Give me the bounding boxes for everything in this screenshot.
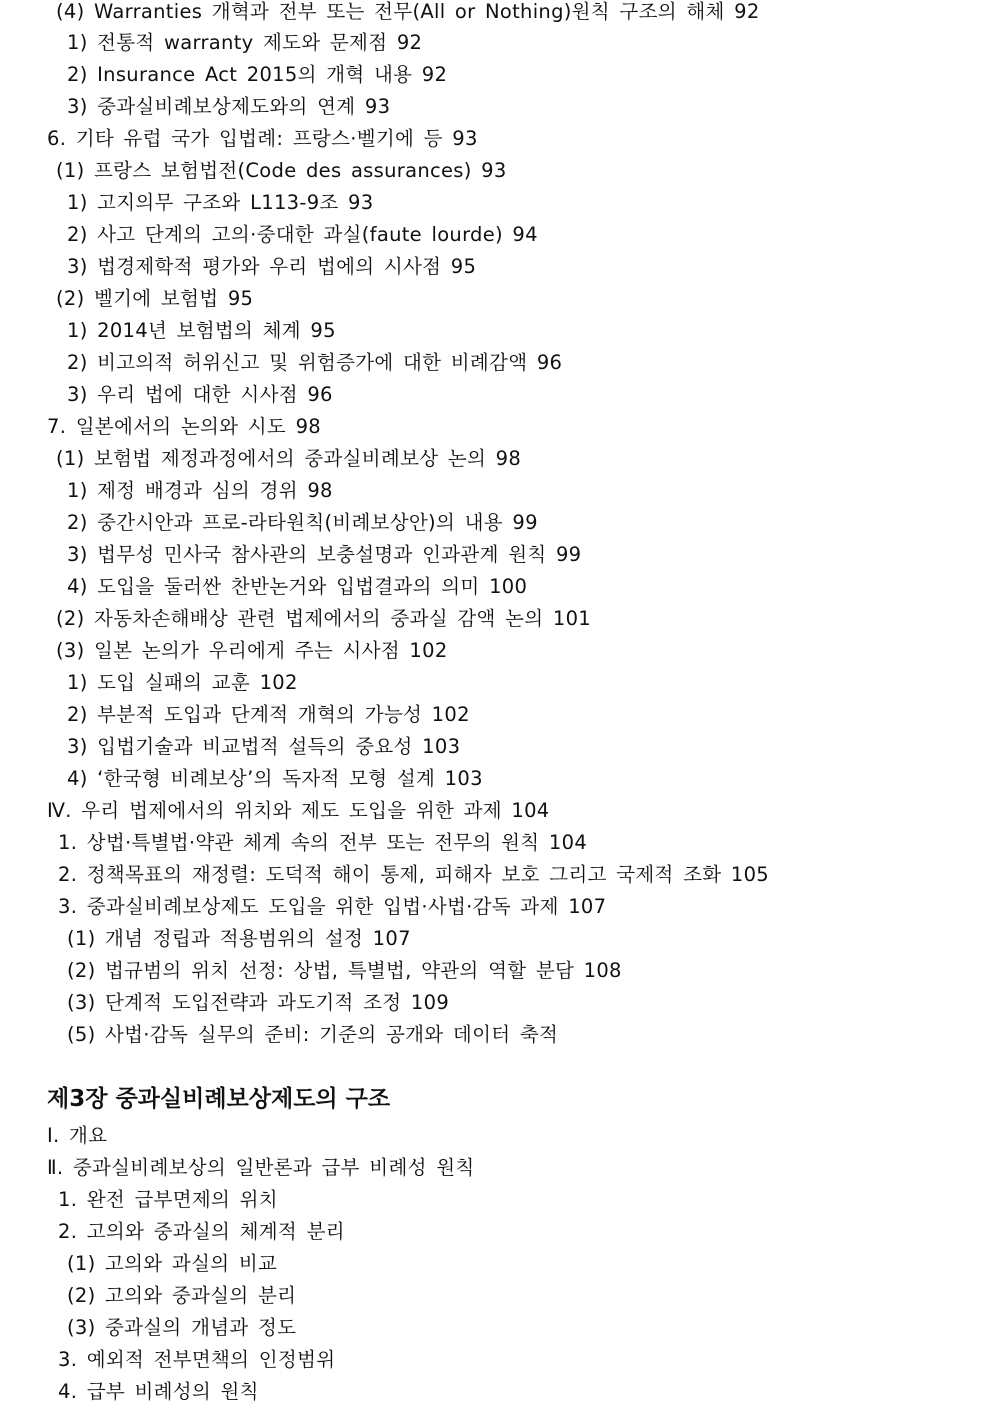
toc-entry: 3) 중과실비례보상제도와의 연계 93 <box>67 95 391 118</box>
toc-entry: 2. 고의와 중과실의 체계적 분리 <box>58 1220 345 1243</box>
chapter-heading: 제3장 중과실비례보상제도의 구조 <box>47 1086 391 1112</box>
toc-entry: 3) 우리 법에 대한 시사점 96 <box>67 383 333 406</box>
toc-entry: (2) 고의와 중과실의 분리 <box>67 1284 297 1307</box>
toc-entry: Ⅳ. 우리 법제에서의 위치와 제도 도입을 위한 과제 104 <box>47 799 550 822</box>
toc-entry: 2) 비고의적 허위신고 및 위험증가에 대한 비례감액 96 <box>67 351 563 374</box>
toc-entry: 3) 법무성 민사국 참사관의 보충설명과 인과관계 원칙 99 <box>67 543 582 566</box>
toc-entry: (2) 자동차손해배상 관련 법제에서의 중과실 감액 논의 101 <box>56 607 592 630</box>
toc-entry: (1) 고의와 과실의 비교 <box>67 1252 278 1275</box>
toc-entry: 4) ‘한국형 비례보상’의 독자적 모형 설계 103 <box>67 767 483 790</box>
toc-entry: (1) 프랑스 보험법전(Code des assurances) 93 <box>56 159 507 182</box>
toc-entry: 4. 급부 비례성의 원칙 <box>58 1380 259 1403</box>
toc-entry: 3) 입법기술과 비교법적 설득의 중요성 103 <box>67 735 461 758</box>
toc-entry: (4) Warranties 개혁과 전부 또는 전무(All or Nothing)원칙 구조의 해체 92 <box>56 0 760 23</box>
toc-entry: 4) 도입을 둘러싼 찬반논거와 입법결과의 의미 100 <box>67 575 528 598</box>
toc-entry: 1) 도입 실패의 교훈 102 <box>67 671 298 694</box>
toc-entry: 7. 일본에서의 논의와 시도 98 <box>47 415 321 438</box>
toc-entry: (3) 중과실의 개념과 정도 <box>67 1316 297 1339</box>
toc-entry: Ⅰ. 개요 <box>47 1124 108 1147</box>
toc-entry: (1) 보험법 제정과정에서의 중과실비례보상 논의 98 <box>56 447 522 470</box>
toc-entry: (2) 벨기에 보험법 95 <box>56 287 254 310</box>
toc-entry: 1. 완전 급부면제의 위치 <box>58 1188 278 1211</box>
toc-entry: Ⅱ. 중과실비례보상의 일반론과 급부 비례성 원칙 <box>47 1156 475 1179</box>
toc-entry: 1) 제정 배경과 심의 경위 98 <box>67 479 333 502</box>
toc-entry: (1) 개념 정립과 적용범위의 설정 107 <box>67 927 411 950</box>
toc-entry: (5) 사법·감독 실무의 준비: 기준의 공개와 데이터 축적 <box>67 1023 559 1046</box>
toc-entry: 2) 중간시안과 프로-라타원칙(비례보상안)의 내용 99 <box>67 511 538 534</box>
toc-entry: 1. 상법·특별법·약관 체계 속의 전부 또는 전무의 원칙 104 <box>58 831 588 854</box>
toc-entry: (3) 일본 논의가 우리에게 주는 시사점 102 <box>56 639 448 662</box>
toc-entry: (2) 법규범의 위치 선정: 상법, 특별법, 약관의 역할 분담 108 <box>67 959 622 982</box>
toc-entry: (3) 단계적 도입전략과 과도기적 조정 109 <box>67 991 450 1014</box>
toc-entry: 3) 법경제학적 평가와 우리 법에의 시사점 95 <box>67 255 477 278</box>
toc-entry: 3. 중과실비례보상제도 도입을 위한 입법·사법·감독 과제 107 <box>58 895 607 918</box>
toc-entry: 6. 기타 유럽 국가 입법례: 프랑스·벨기에 등 93 <box>47 127 478 150</box>
toc-entry: 2) 사고 단계의 고의·중대한 과실(faute lourde) 94 <box>67 223 538 246</box>
toc-entry: 1) 2014년 보험법의 체계 95 <box>67 319 336 342</box>
toc-entry: 1) 고지의무 구조와 L113-9조 93 <box>67 191 374 214</box>
toc-entry: 1) 전통적 warranty 제도와 문제점 92 <box>67 31 423 54</box>
toc-entry: 2) 부분적 도입과 단계적 개혁의 가능성 102 <box>67 703 470 726</box>
toc-entry: 2) Insurance Act 2015의 개혁 내용 92 <box>67 63 448 86</box>
toc-entry: 3. 예외적 전부면책의 인정범위 <box>58 1348 336 1371</box>
toc-entry: 2. 정책목표의 재정렬: 도덕적 해이 통제, 피해자 보호 그리고 국제적 조화 105 <box>58 863 770 886</box>
